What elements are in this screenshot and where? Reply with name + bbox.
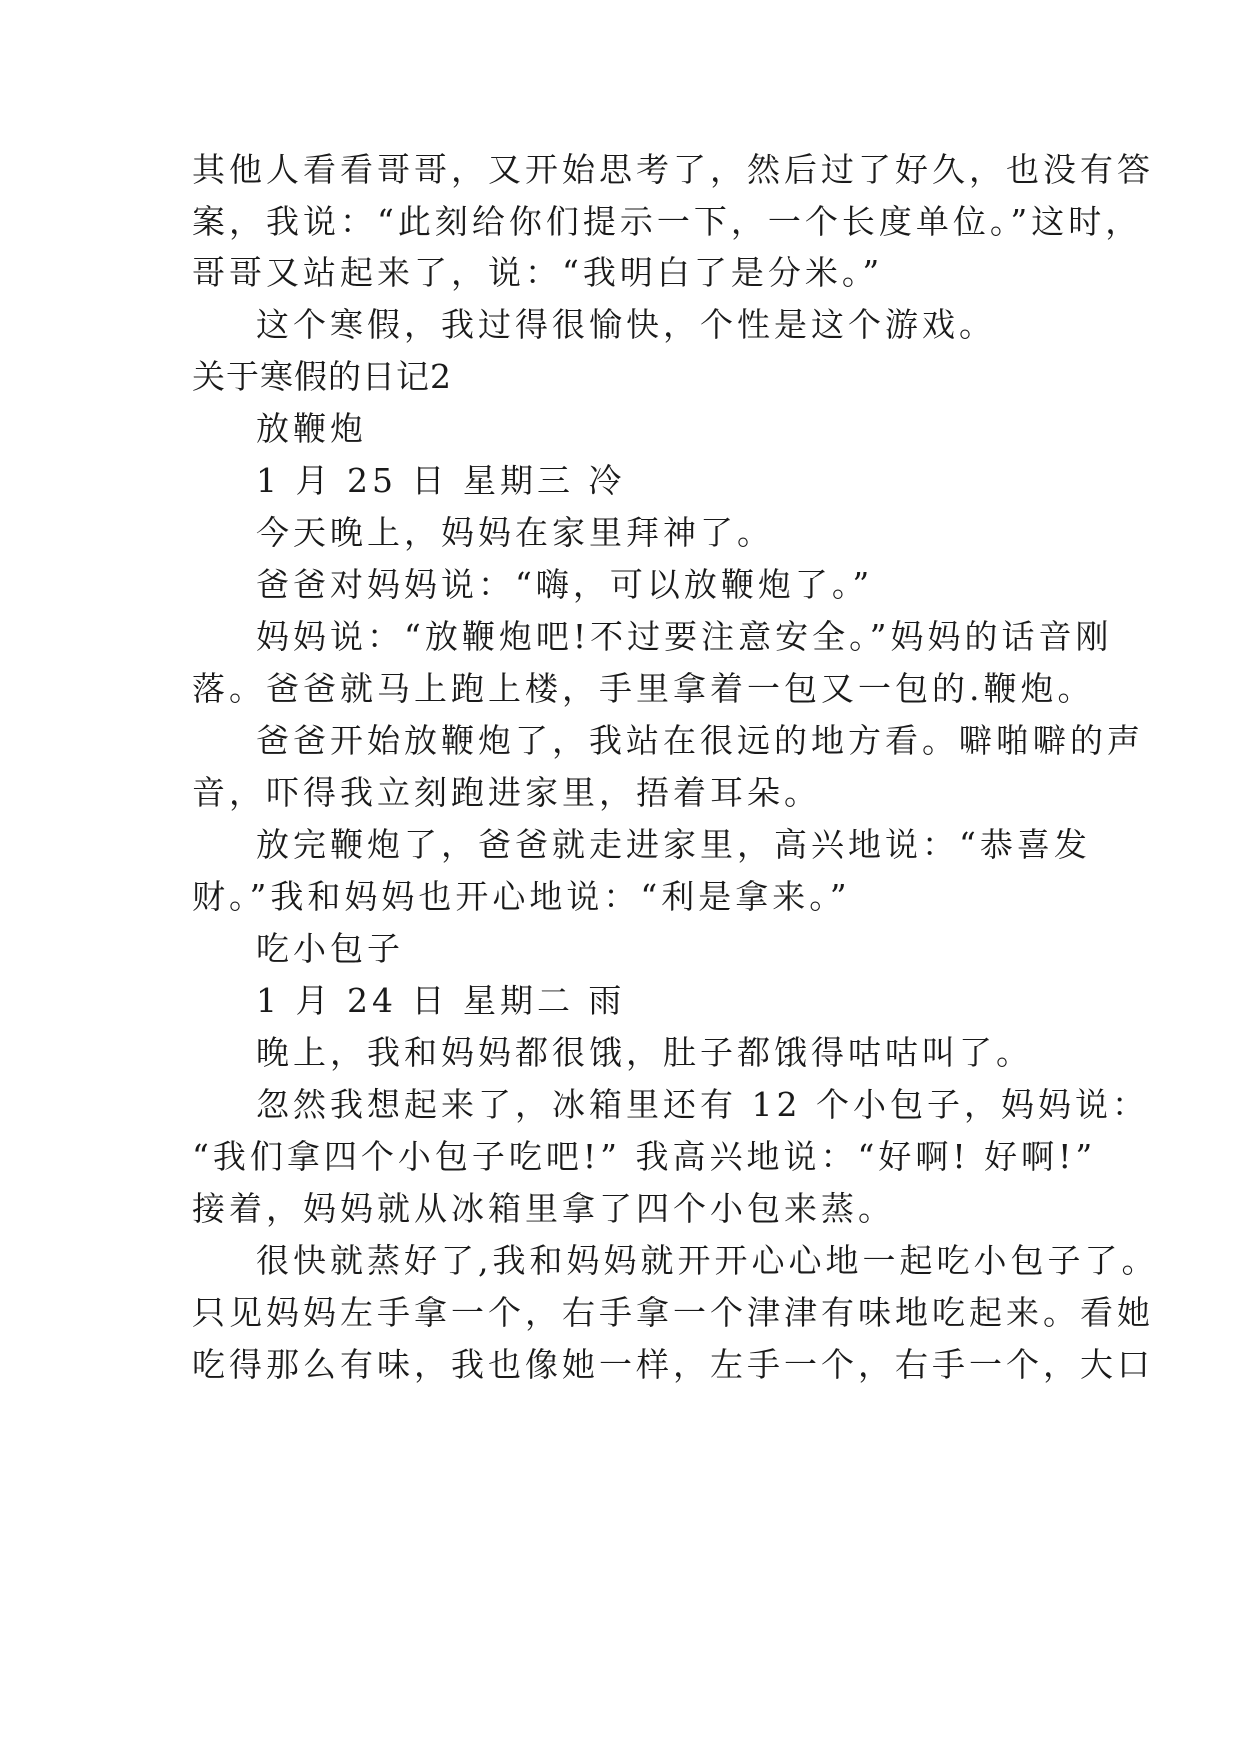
paragraph-line: 忽然我想起来了，冰箱里还有 12 个小包子，妈妈说： xyxy=(256,1085,1149,1124)
section-title: 关于寒假的日记2 xyxy=(192,357,452,396)
paragraph-line: “我们拿四个小包子吃吧!” 我高兴地说：“好啊! 好啊!” xyxy=(192,1137,1097,1176)
paragraph-line: 其他人看看哥哥，又开始思考了，然后过了好久，也没有答 xyxy=(192,150,1154,189)
paragraph-line: 只见妈妈左手拿一个，右手拿一个津津有味地吃起来。看她 xyxy=(192,1293,1154,1332)
paragraph-line: 吃得那么有味，我也像她一样，左手一个，右手一个，大口 xyxy=(192,1345,1154,1384)
paragraph-line: 案，我说：“此刻给你们提示一下，一个长度单位。”这时， xyxy=(192,202,1143,241)
diary-entry-date: 1 月 24 日 星期二 雨 xyxy=(256,981,626,1020)
diary-entry-title: 放鞭炮 xyxy=(256,409,367,448)
paragraph-line: 音，吓得我立刻跑进家里，捂着耳朵。 xyxy=(192,773,821,812)
paragraph-line: 爸爸对妈妈说：“嗨，可以放鞭炮了。” xyxy=(256,565,874,604)
paragraph-line: 接着，妈妈就从冰箱里拿了四个小包来蒸。 xyxy=(192,1189,895,1228)
paragraph-line: 爸爸开始放鞭炮了，我站在很远的地方看。噼啪噼的声 xyxy=(256,721,1144,760)
diary-entry-date: 1 月 25 日 星期三 冷 xyxy=(256,461,626,500)
paragraph-line: 晚上，我和妈妈都很饿，肚子都饿得咕咕叫了。 xyxy=(256,1033,1033,1072)
paragraph-line: 财。”我和妈妈也开心地说：“利是拿来。” xyxy=(192,877,851,916)
diary-entry-title: 吃小包子 xyxy=(256,929,404,968)
paragraph-line: 哥哥又站起来了，说：“我明白了是分米。” xyxy=(192,253,884,292)
paragraph-line: 放完鞭炮了，爸爸就走进家里，高兴地说：“恭喜发 xyxy=(256,825,1091,864)
paragraph-line: 今天晚上，妈妈在家里拜神了。 xyxy=(256,513,774,552)
paragraph-line: 这个寒假，我过得很愉快，个性是这个游戏。 xyxy=(256,305,996,344)
paragraph-line: 落。爸爸就马上跑上楼，手里拿着一包又一包的.鞭炮。 xyxy=(192,669,1095,708)
paragraph-line: 很快就蒸好了,我和妈妈就开开心心地一起吃小包子了。 xyxy=(256,1241,1159,1280)
paragraph-line: 妈妈说：“放鞭炮吧!不过要注意安全。”妈妈的话音刚 xyxy=(256,617,1113,656)
